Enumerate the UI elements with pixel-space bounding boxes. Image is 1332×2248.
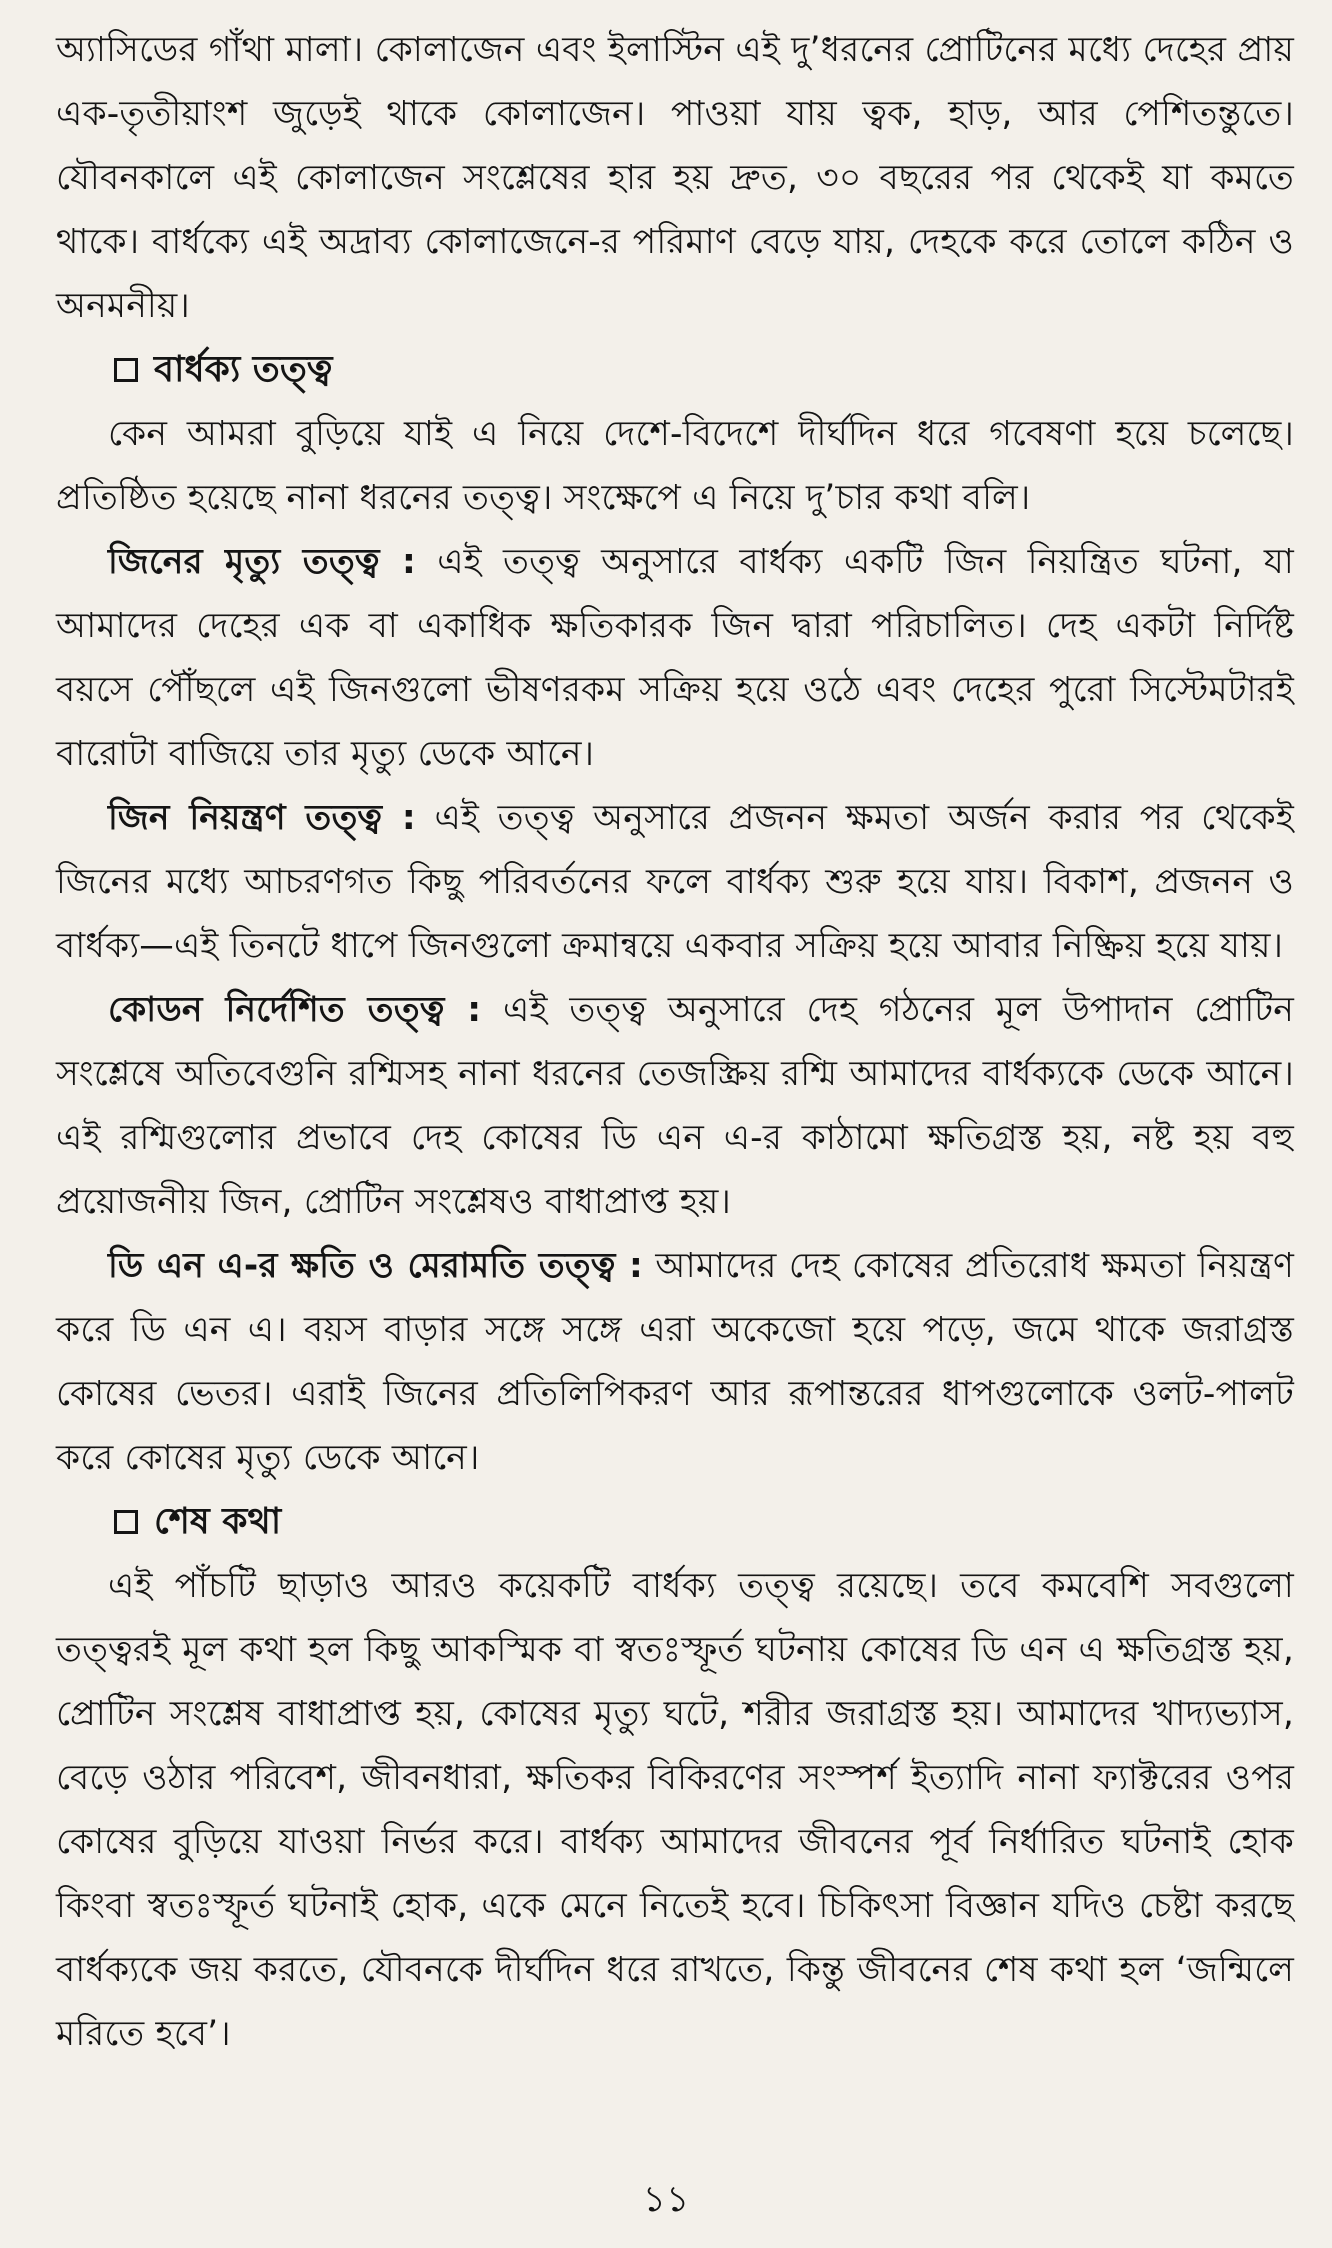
term-gene-control-theory: জিন নিয়ন্ত্রণ তত্ত্ব : <box>108 798 416 838</box>
page-number: ১১ <box>642 2179 690 2220</box>
term-gene-death-theory: জিনের মৃত্যু তত্ত্ব : <box>108 542 416 582</box>
checkbox-bullet-icon <box>114 1510 138 1534</box>
body-gene-control-theory: এই তত্ত্ব অনুসারে প্রজনন ক্ষমতা অর্জন করার পর থেকেই জিনের মধ্যে আচরণগত কিছু পরিবর্তনের ফলে বার্ধক্য শুরু হয়ে যায়। বিকাশ, প্রজনন ও বার্ধক্য—এই তিনটে ধাপে জিনগুলো ক্রমান্বয়ে একবার সক্রিয় হয়ে আবার নিষ্ক্রিয় হয়ে যায়। <box>56 798 1294 966</box>
section-heading-last-word <box>56 1490 1294 1554</box>
term-dna-repair-theory: ডি এন এ-র ক্ষতি ও মেরামতি তত্ত্ব : <box>108 1246 644 1286</box>
paragraph-gene-death-theory <box>56 530 1294 786</box>
paragraph-collagen: অ্যাসিডের গাঁথা মালা। কোলাজেন এবং ইলাস্টিন এই দু’ধরনের প্রোটিনের মধ্যে দেহের প্রায় এক-তৃতীয়াংশ জুড়েই থাকে কোলাজেন। পাওয়া যায় ত্বক, হাড়, আর পেশিতন্তুতে। যৌবনকালে এই কোলাজেন সংশ্লেষের হার হয় দ্রুত, ৩০ বছরের পর থেকেই যা কমতে থাকে। বার্ধক্যে এই অদ্রাব্য কোলাজেনে-র পরিমাণ বেড়ে যায়, দেহকে করে তোলে কঠিন ও অনমনীয়। <box>56 30 1294 326</box>
paragraph-gene-control-theory <box>56 786 1294 978</box>
body-gene-death-theory: এই তত্ত্ব অনুসারে বার্ধক্য একটি জিন নিয়ন্ত্রিত ঘটনা, যা আমাদের দেহের এক বা একাধিক ক্ষতিকারক জিন দ্বারা পরিচালিত। দেহ একটা নির্দিষ্ট বয়সে পৌঁছলে এই জিনগুলো ভীষণরকম সক্রিয় হয়ে ওঠে এবং দেহের পুরো সিস্টেমটারই বারোটা বাজিয়ে তার মৃত্যু ডেকে আনে। <box>56 542 1294 774</box>
book-page <box>56 18 1294 2218</box>
body-dna-repair-theory: আমাদের দেহ কোষের প্রতিরোধ ক্ষমতা নিয়ন্ত্রণ করে ডি এন এ। বয়স বাড়ার সঙ্গে সঙ্গে এরা অকেজো হয়ে পড়ে, জমে থাকে জরাগ্রস্ত কোষের ভেতর। এরাই জিনের প্রতিলিপিকরণ আর রূপান্তরের ধাপগুলোকে ওলট-পালট করে কোষের মৃত্যু ডেকে আনে। <box>56 1246 1295 1478</box>
paragraph-conclusion: এই পাঁচটি ছাড়াও আরও কয়েকটি বার্ধক্য তত্ত্ব রয়েছে। তবে কমবেশি সবগুলো তত্ত্বরই মূল কথা হল কিছু আকস্মিক বা স্বতঃস্ফূর্ত ঘটনায় কোষের ডি এন এ ক্ষতিগ্রস্ত হয়, প্রোটিন সংশ্লেষ বাধাপ্রাপ্ত হয়, কোষের মৃত্যু ঘটে, শরীর জরাগ্রস্ত হয়। আমাদের খাদ্যভ্যাস, বেড়ে ওঠার পরিবেশ, জীবনধারা, ক্ষতিকর বিকিরণের সংস্পর্শ ইত্যাদি নানা ফ্যাক্টরের ওপর কোষের বুড়িয়ে যাওয়া নির্ভর করে। বার্ধক্য আমাদের জীবনের পূর্ব নির্ধারিত ঘটনাই হোক কিংবা স্বতঃস্ফূর্ত ঘটনাই হোক, একে মেনে নিতেই হবে। চিকিৎসা বিজ্ঞান যদিও চেষ্টা করছে বার্ধক্যকে জয় করতে, যৌবনকে দীর্ঘদিন ধরে রাখতে, কিন্তু জীবনের শেষ কথা হল ‘জন্মিলে মরিতে হবে’। <box>56 1566 1294 2054</box>
section-heading-label: বার্ধক্য তত্ত্ব <box>154 349 333 390</box>
body-codon-theory: এই তত্ত্ব অনুসারে দেহ গঠনের মূল উপাদান প্রোটিন সংশ্লেষে অতিবেগুনি রশ্মিসহ নানা ধরনের তেজস্ক্রিয় রশ্মি আমাদের বার্ধক্যকে ডেকে আনে। এই রশ্মিগুলোর প্রভাবে দেহ কোষের ডি এন এ-র কাঠামো ক্ষতিগ্রস্ত হয়, নষ্ট হয় বহু প্রয়োজনীয় জিন, প্রোটিন সংশ্লেষও বাধাপ্রাপ্ত হয়। <box>56 990 1294 1222</box>
term-codon-theory: কোডন নির্দেশিত তত্ত্ব : <box>108 990 482 1030</box>
checkbox-bullet-icon <box>114 358 138 382</box>
paragraph-codon-theory <box>56 978 1294 1234</box>
section-heading-aging-theory <box>56 338 1294 402</box>
section-heading-label: শেষ কথা <box>154 1501 282 1542</box>
paragraph-intro-theories: কেন আমরা বুড়িয়ে যাই এ নিয়ে দেশে-বিদেশে দীর্ঘদিন ধরে গবেষণা হয়ে চলেছে। প্রতিষ্ঠিত হয়েছে নানা ধরনের তত্ত্ব। সংক্ষেপে এ নিয়ে দু’চার কথা বলি। <box>56 414 1294 518</box>
paragraph-dna-repair-theory <box>56 1234 1294 1490</box>
